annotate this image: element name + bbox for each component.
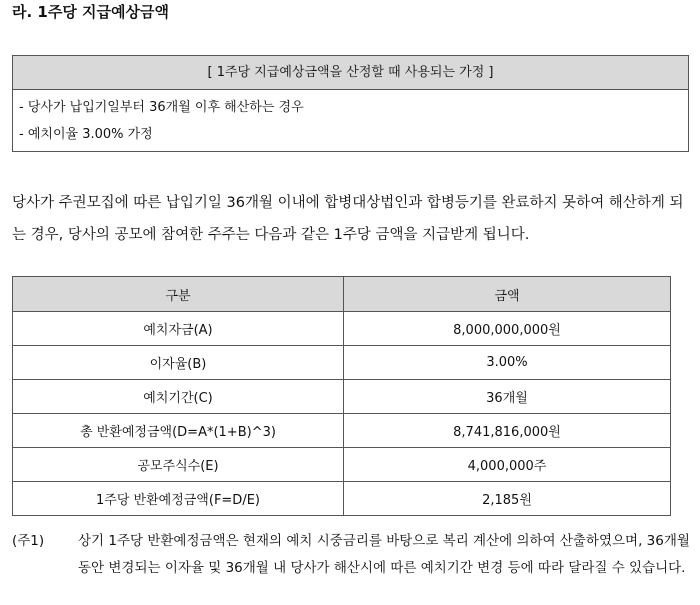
assumption-item: - 당사가 납입기일부터 36개월 이후 해산하는 경우 [19, 100, 304, 115]
row-value: 2,185원 [344, 482, 671, 516]
row-value: 8,741,816,000원 [344, 414, 671, 448]
table-row [13, 380, 671, 414]
row-value: 36개월 [344, 380, 671, 414]
assumption-body [13, 90, 688, 152]
assumption-header: [ 1주당 지급예상금액을 산정할 때 사용되는 가정 ] [13, 56, 688, 90]
row-value: 4,000,000주 [344, 448, 671, 482]
column-header-amount: 금액 [344, 277, 671, 312]
description-paragraph: 당사가 주권모집에 따른 납입기일 36개월 이내에 합병대상법인과 합병등기를 완료하지 못하여 해산하게 되는 경우, 당사의 공모에 참여한 주주는 다음과 같은 1주당 금액을 지급받게 됩니다. [12, 195, 684, 243]
row-label: 예치기간(C) [13, 380, 344, 414]
table-row [13, 414, 671, 448]
assumption-box [12, 55, 689, 152]
row-label: 총 반환예정금액(D=A*(1+B)^3) [13, 414, 344, 448]
column-header-category: 구분 [13, 277, 344, 312]
row-label: 이자율(B) [13, 346, 344, 380]
row-label: 1주당 반환예정금액(F=D/E) [13, 482, 344, 516]
table-header-row [13, 277, 671, 312]
table-row [13, 312, 671, 346]
row-value: 8,000,000,000원 [344, 312, 671, 346]
footnote-text: 상기 1주당 반환예정금액은 현재의 예치 시중금리를 바탕으로 복리 계산에 의하여 산출하였으며, 36개월 동안 변경되는 이자율 및 36개월 내 당사가 해산시에 따른 예치기간 변경 등에 따라 달라질 수 있습니다. [78, 533, 690, 576]
assumption-item: - 예치이율 3.00% 가정 [19, 127, 153, 142]
table-row [13, 346, 671, 380]
table-row [13, 448, 671, 482]
row-value: 3.00% [344, 346, 671, 380]
row-label: 예치자금(A) [13, 312, 344, 346]
footnote-label: (주1) [12, 533, 45, 549]
section-title: 라. 1주당 지급예상금액 [12, 3, 169, 21]
payout-table [12, 276, 671, 516]
row-label: 공모주식수(E) [13, 448, 344, 482]
table-row [13, 482, 671, 516]
